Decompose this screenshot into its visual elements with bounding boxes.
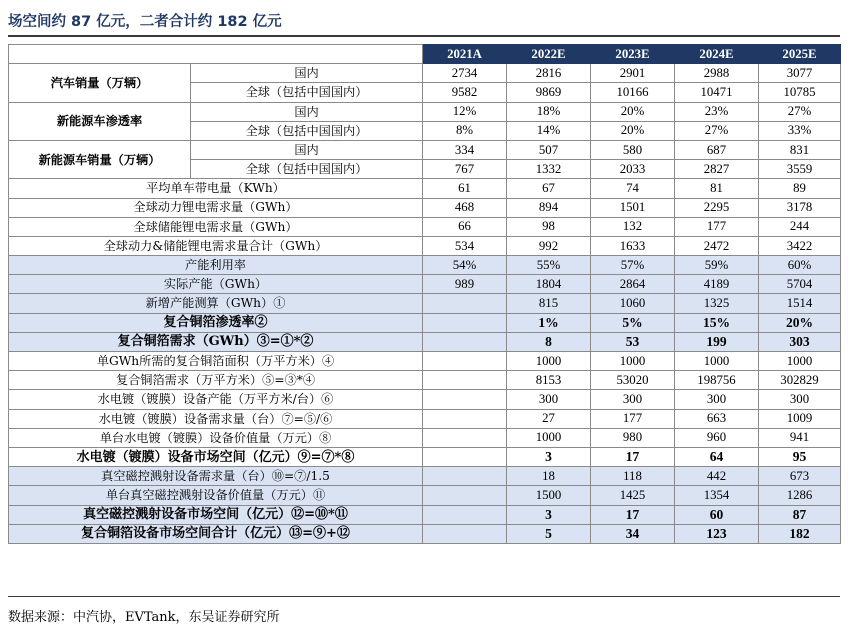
table-cell: 960 <box>675 428 759 447</box>
table-cell: 894 <box>507 198 591 217</box>
table-cell: 18% <box>507 102 591 121</box>
row-label: 平均单车带电量（KWh） <box>9 179 423 198</box>
table-row <box>9 371 841 390</box>
table-cell: 8153 <box>507 371 591 390</box>
table-header-row <box>9 45 841 64</box>
table-cell: 1501 <box>591 198 675 217</box>
column-header: 2022E <box>507 45 591 64</box>
table-cell: 534 <box>423 236 507 255</box>
table-cell: 2033 <box>591 160 675 179</box>
table-cell: 66 <box>423 217 507 236</box>
table-cell: 989 <box>423 275 507 294</box>
table-row <box>9 428 841 447</box>
table-cell: 3077 <box>759 64 841 83</box>
column-header: 2025E <box>759 45 841 64</box>
table-cell: 2295 <box>675 198 759 217</box>
column-header: 2021A <box>423 45 507 64</box>
table-cell: 17 <box>591 505 675 524</box>
table-cell <box>423 313 507 332</box>
table-cell: 1354 <box>675 486 759 505</box>
table-cell: 5704 <box>759 275 841 294</box>
column-header: 2023E <box>591 45 675 64</box>
row-label: 单台真空磁控溅射设备价值量（万元）⑪ <box>9 486 423 505</box>
row-label: 复合铜箔设备市场空间合计（亿元）⑬=⑨+⑫ <box>9 524 423 543</box>
table-cell: 20% <box>591 102 675 121</box>
table-cell: 20% <box>759 313 841 332</box>
table-cell: 60% <box>759 256 841 275</box>
table-cell: 132 <box>591 217 675 236</box>
table-cell: 1804 <box>507 275 591 294</box>
table-row <box>9 390 841 409</box>
table-cell <box>423 390 507 409</box>
table-row <box>9 352 841 371</box>
table-cell: 95 <box>759 447 841 466</box>
table-row <box>9 486 841 505</box>
table-cell: 4189 <box>675 275 759 294</box>
row-label: 单GWh所需的复合铜箔面积（万平方米）④ <box>9 352 423 371</box>
table-row <box>9 447 841 466</box>
table-cell: 182 <box>759 524 841 543</box>
table-cell: 98 <box>507 217 591 236</box>
table-cell <box>423 352 507 371</box>
row-label: 水电镀（镀膜）设备产能（万平方米/台）⑥ <box>9 390 423 409</box>
data-table <box>8 44 841 544</box>
table-cell: 10471 <box>675 83 759 102</box>
table-row <box>9 217 841 236</box>
table-cell: 59% <box>675 256 759 275</box>
row-label: 国内 <box>191 64 423 83</box>
table-cell: 198756 <box>675 371 759 390</box>
page-title: 场空间约 87 亿元，二者合计约 182 亿元 <box>8 14 282 30</box>
table-cell: 199 <box>675 332 759 351</box>
source-note: 数据来源：中汽协，EVTank，东吴证券研究所 <box>8 610 280 625</box>
row-label: 复合铜箔渗透率② <box>9 313 423 332</box>
table-cell: 64 <box>675 447 759 466</box>
table-cell <box>423 409 507 428</box>
table-cell: 3559 <box>759 160 841 179</box>
row-label: 全球（包括中国国内） <box>191 83 423 102</box>
table-row <box>9 198 841 217</box>
table-cell: 8 <box>507 332 591 351</box>
table-cell: 580 <box>591 140 675 159</box>
table-cell <box>423 371 507 390</box>
table-cell: 507 <box>507 140 591 159</box>
table-cell: 1332 <box>507 160 591 179</box>
table-cell: 27% <box>759 102 841 121</box>
row-label: 真空磁控溅射设备需求量（台）⑩=⑦/1.5 <box>9 467 423 486</box>
table-cell: 89 <box>759 179 841 198</box>
table-cell: 1425 <box>591 486 675 505</box>
table-cell: 15% <box>675 313 759 332</box>
table-cell: 5% <box>591 313 675 332</box>
table-cell: 5 <box>507 524 591 543</box>
table-cell: 61 <box>423 179 507 198</box>
row-label: 全球（包括中国国内） <box>191 160 423 179</box>
table-cell: 3 <box>507 505 591 524</box>
table-cell: 334 <box>423 140 507 159</box>
row-group-label: 新能源车渗透率 <box>9 102 191 140</box>
table-cell: 244 <box>759 217 841 236</box>
table-cell: 3 <box>507 447 591 466</box>
table-cell: 2734 <box>423 64 507 83</box>
table-cell: 1514 <box>759 294 841 313</box>
row-label: 全球动力&储能锂电需求量合计（GWh） <box>9 236 423 255</box>
table-cell: 1000 <box>675 352 759 371</box>
table-row <box>9 275 841 294</box>
table-cell: 2827 <box>675 160 759 179</box>
table-cell: 81 <box>675 179 759 198</box>
table-cell: 10166 <box>591 83 675 102</box>
table-cell: 3422 <box>759 236 841 255</box>
table-cell: 303 <box>759 332 841 351</box>
table-cell: 9869 <box>507 83 591 102</box>
row-label: 水电镀（镀膜）设备需求量（台）⑦=⑤/⑥ <box>9 409 423 428</box>
table-cell: 177 <box>591 409 675 428</box>
table-cell: 23% <box>675 102 759 121</box>
table-cell: 177 <box>675 217 759 236</box>
row-label: 真空磁控溅射设备市场空间（亿元）⑫=⑩*⑪ <box>9 505 423 524</box>
row-label: 复合铜箔需求（万平方米）⑤=③*④ <box>9 371 423 390</box>
table-cell <box>423 467 507 486</box>
table-cell: 2901 <box>591 64 675 83</box>
table-cell: 302829 <box>759 371 841 390</box>
row-label: 单台水电镀（镀膜）设备价值量（万元）⑧ <box>9 428 423 447</box>
table-cell: 57% <box>591 256 675 275</box>
table-cell <box>423 505 507 524</box>
table-cell: 442 <box>675 467 759 486</box>
table-row <box>9 140 841 159</box>
table-cell: 980 <box>591 428 675 447</box>
table-cell: 941 <box>759 428 841 447</box>
row-label: 全球动力锂电需求量（GWh） <box>9 198 423 217</box>
table-cell: 1500 <box>507 486 591 505</box>
table-row <box>9 64 841 83</box>
table-cell <box>423 294 507 313</box>
table-row <box>9 102 841 121</box>
table-cell: 118 <box>591 467 675 486</box>
table-cell: 300 <box>759 390 841 409</box>
table-cell: 17 <box>591 447 675 466</box>
table-cell: 767 <box>423 160 507 179</box>
table-cell: 10785 <box>759 83 841 102</box>
table-cell: 2988 <box>675 64 759 83</box>
table-cell: 67 <box>507 179 591 198</box>
table-cell <box>423 524 507 543</box>
table-row <box>9 409 841 428</box>
table-row <box>9 256 841 275</box>
table-row <box>9 505 841 524</box>
row-group-label: 汽车销量（万辆） <box>9 64 191 102</box>
row-label: 新增产能测算（GWh）① <box>9 294 423 313</box>
table-cell: 3178 <box>759 198 841 217</box>
table-cell: 2816 <box>507 64 591 83</box>
table-cell: 1633 <box>591 236 675 255</box>
table-cell: 87 <box>759 505 841 524</box>
row-label: 实际产能（GWh） <box>9 275 423 294</box>
table-cell: 992 <box>507 236 591 255</box>
row-group-label: 新能源车销量（万辆） <box>9 140 191 178</box>
table-cell: 1% <box>507 313 591 332</box>
table-row <box>9 467 841 486</box>
row-label: 复合铜箔需求（GWh）③=①*② <box>9 332 423 351</box>
table-row <box>9 236 841 255</box>
table-cell <box>423 428 507 447</box>
table-cell: 33% <box>759 121 841 140</box>
table-row <box>9 294 841 313</box>
table-cell: 12% <box>423 102 507 121</box>
table-cell: 60 <box>675 505 759 524</box>
table-cell: 1000 <box>507 352 591 371</box>
table-cell: 1060 <box>591 294 675 313</box>
table-cell: 27% <box>675 121 759 140</box>
table-cell: 300 <box>675 390 759 409</box>
table-cell: 1000 <box>591 352 675 371</box>
table-cell: 18 <box>507 467 591 486</box>
table-cell: 673 <box>759 467 841 486</box>
table-cell: 300 <box>591 390 675 409</box>
table-cell: 1009 <box>759 409 841 428</box>
table-cell: 1000 <box>759 352 841 371</box>
table-row <box>9 332 841 351</box>
table-cell: 20% <box>591 121 675 140</box>
table-cell: 27 <box>507 409 591 428</box>
table-cell: 9582 <box>423 83 507 102</box>
row-label: 全球（包括中国国内） <box>191 121 423 140</box>
bottom-rule <box>8 596 840 597</box>
table-row <box>9 524 841 543</box>
top-rule <box>8 35 840 37</box>
row-label: 水电镀（镀膜）设备市场空间（亿元）⑨=⑦*⑧ <box>9 447 423 466</box>
table-cell <box>423 447 507 466</box>
table-cell: 34 <box>591 524 675 543</box>
column-header: 2024E <box>675 45 759 64</box>
row-label: 国内 <box>191 140 423 159</box>
table-cell: 815 <box>507 294 591 313</box>
table-row <box>9 179 841 198</box>
table-cell: 123 <box>675 524 759 543</box>
table-cell: 663 <box>675 409 759 428</box>
table-cell: 300 <box>507 390 591 409</box>
table-cell: 468 <box>423 198 507 217</box>
table-row <box>9 313 841 332</box>
table-cell <box>423 486 507 505</box>
table-cell: 1000 <box>507 428 591 447</box>
table-cell <box>423 332 507 351</box>
table-cell: 55% <box>507 256 591 275</box>
table-cell: 14% <box>507 121 591 140</box>
row-label: 国内 <box>191 102 423 121</box>
table-cell: 2472 <box>675 236 759 255</box>
table-cell: 53020 <box>591 371 675 390</box>
table-cell: 53 <box>591 332 675 351</box>
table-cell: 687 <box>675 140 759 159</box>
row-label: 全球储能锂电需求量（GWh） <box>9 217 423 236</box>
table-cell: 54% <box>423 256 507 275</box>
table-cell: 74 <box>591 179 675 198</box>
table-cell: 8% <box>423 121 507 140</box>
table-cell: 2864 <box>591 275 675 294</box>
row-label: 产能利用率 <box>9 256 423 275</box>
table-cell: 831 <box>759 140 841 159</box>
header-blank-cell <box>9 45 423 64</box>
table-cell: 1325 <box>675 294 759 313</box>
table-cell: 1286 <box>759 486 841 505</box>
